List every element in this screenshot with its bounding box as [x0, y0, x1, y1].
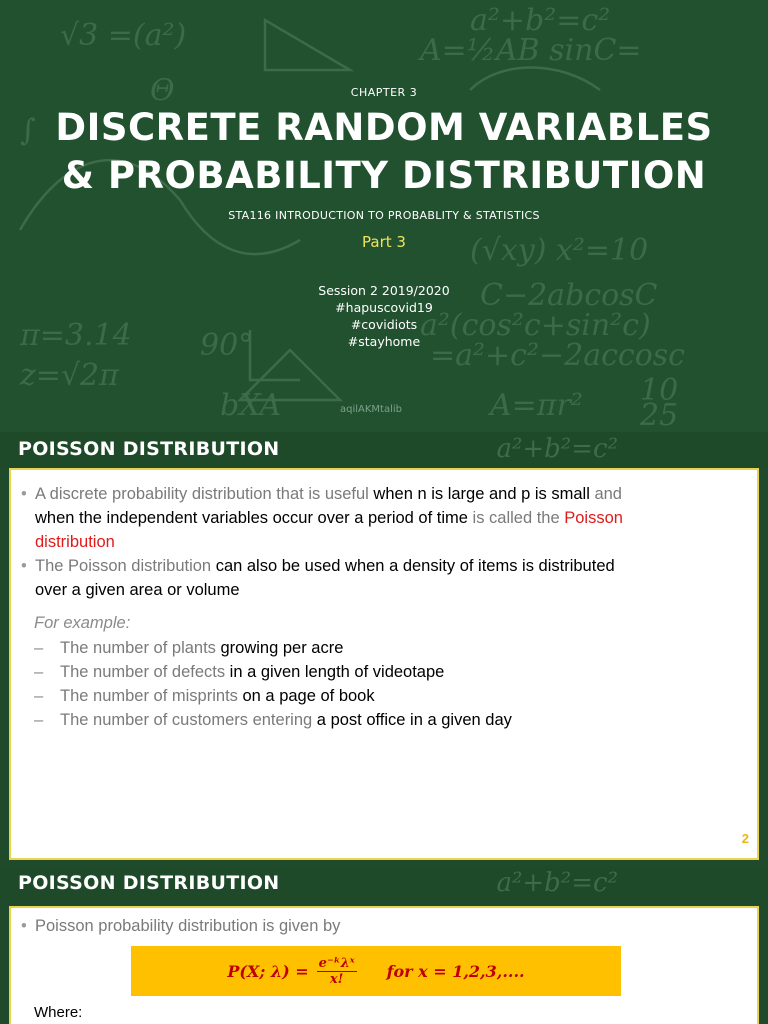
- svg-text:C−2abcosC: C−2abcosC: [480, 278, 658, 313]
- svg-text:z=√2π: z=√2π: [20, 358, 119, 393]
- svg-text:10: 10: [640, 373, 679, 408]
- svg-text:=a²+c²−2accosc: =a²+c²−2accosc: [430, 338, 685, 373]
- svg-text:a²(cos²c+sin²c): a²(cos²c+sin²c): [420, 308, 651, 343]
- list-item: – The number of plants growing per acre: [34, 639, 344, 657]
- section-header: [0, 866, 768, 902]
- title-slide: [0, 0, 768, 432]
- title-line-2: & PROBABILITY DISTRIBUTION: [61, 154, 707, 197]
- hashtag: #covidiots: [350, 317, 418, 332]
- svg-text:A=½AB sinC=: A=½AB sinC=: [420, 33, 642, 68]
- where-label: Where:: [34, 1004, 83, 1021]
- for-example-label: For example:: [34, 614, 131, 632]
- list-item: – The number of defects in a given length of videotape: [34, 663, 445, 681]
- section-title: POISSON DISTRIBUTION: [18, 438, 280, 460]
- formula-denominator: x!: [329, 971, 344, 987]
- hashtag: #hapuscovid19: [335, 300, 433, 315]
- bullet-formula-intro: • Poisson probability distribution is given by: [21, 914, 743, 938]
- bullet-definition: • A discrete probability distribution that is useful when n is large and p is small and when the independent variables occur over a period of time is called the Poisson distribution: [21, 482, 743, 554]
- svg-text:25: 25: [640, 398, 679, 432]
- chapter-label: CHAPTER 3: [350, 86, 418, 99]
- section-header: [0, 432, 768, 468]
- svg-text:bXA: bXA: [220, 388, 282, 423]
- bullet-dot-icon: •: [21, 485, 27, 503]
- page-number: 2: [741, 831, 749, 846]
- svg-text:Θ: Θ: [150, 73, 175, 108]
- content-card: [9, 468, 759, 860]
- poisson-formula: [131, 946, 621, 996]
- section-title: POISSON DISTRIBUTION: [18, 872, 280, 894]
- list-item: – The number of misprints on a page of book: [34, 687, 375, 705]
- session-text: Session 2 2019/2020: [318, 283, 450, 298]
- list-item: – The number of customers entering a post office in a given day: [34, 711, 512, 729]
- bullet-dot-icon: •: [21, 917, 27, 935]
- svg-text:∫: ∫: [20, 113, 36, 148]
- content-card: [9, 906, 759, 1024]
- svg-text:A=πr²: A=πr²: [490, 388, 583, 423]
- formula-lhs: P(X; λ) =: [227, 961, 309, 981]
- bullet-density: • The Poisson distribution can also be used when a density of items is distributed over a given area or volume: [21, 554, 743, 602]
- title-line-1: DISCRETE RANDOM VARIABLES: [55, 106, 713, 149]
- svg-text:90°: 90°: [200, 328, 254, 363]
- part-label: Part 3: [362, 233, 406, 251]
- slide-title: [0, 104, 768, 200]
- session-info: [0, 282, 768, 350]
- chalk-formula-decoration: a²+b²=c²: [496, 868, 618, 898]
- svg-text:(√xy) x²=10: (√xy) x²=10: [470, 233, 649, 268]
- svg-text:√3 =(a²): √3 =(a²): [60, 18, 187, 53]
- svg-text:π=3.14: π=3.14: [20, 318, 132, 353]
- chalk-formula-decoration: a²+b²=c²: [496, 434, 618, 464]
- bullet-dot-icon: •: [21, 557, 27, 575]
- course-subtitle: STA116 INTRODUCTION TO PROBABLITY & STATISTICS: [228, 209, 540, 222]
- svg-text:a²+b²=c²: a²+b²=c²: [470, 3, 611, 38]
- formula-fraction: [317, 956, 357, 987]
- formula-numerator: e⁻ᵏλˣ: [318, 955, 355, 971]
- formula-condition: for x = 1,2,3,....: [386, 961, 525, 981]
- author-credit: aqilAKMtalib: [340, 404, 403, 415]
- hashtag: #stayhome: [347, 334, 421, 349]
